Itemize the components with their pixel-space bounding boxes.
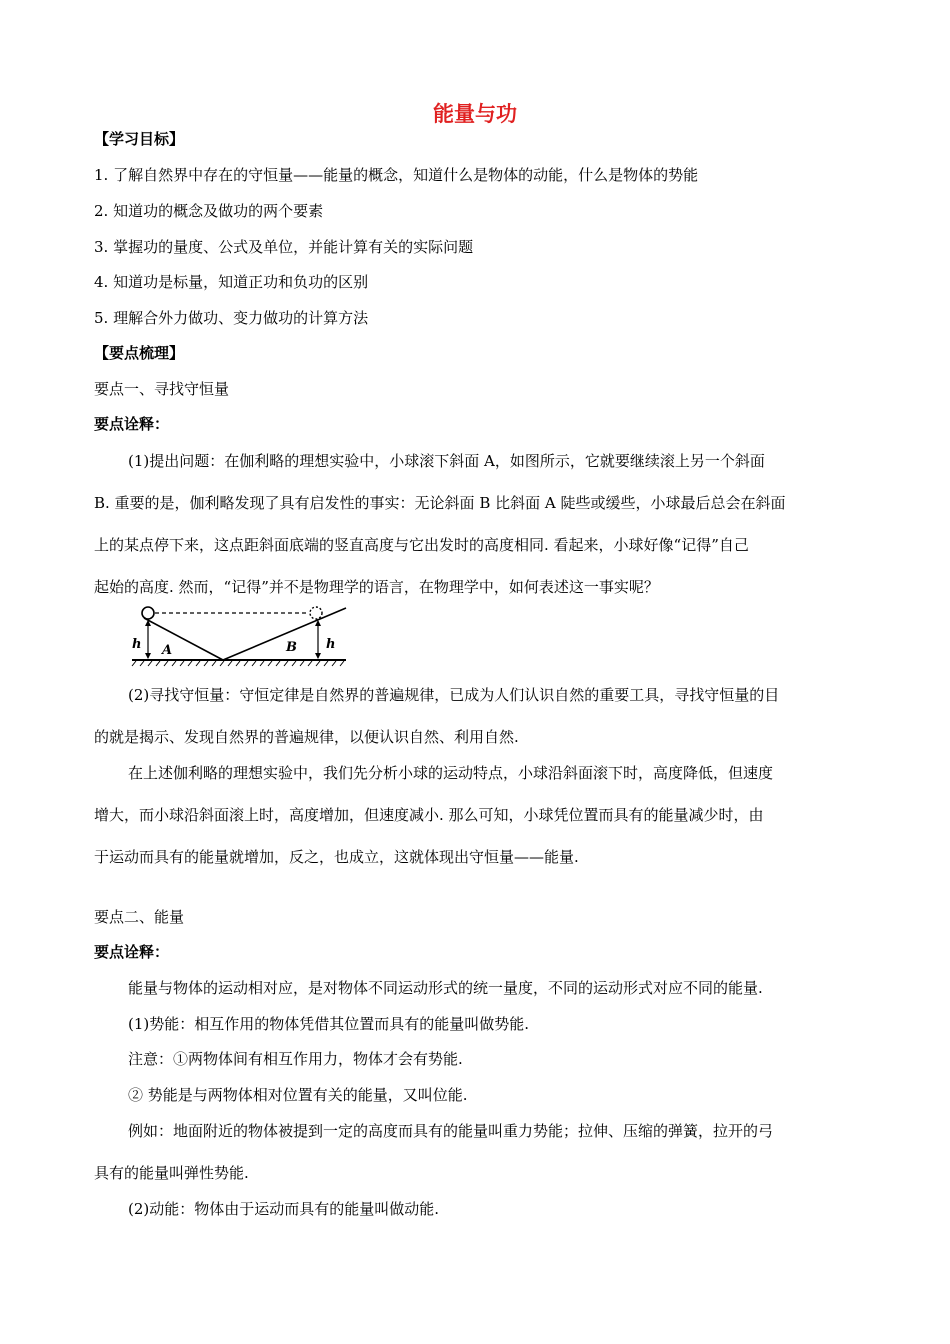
label-incline-a: A [162, 643, 173, 658]
goal-item-5: 5. 理解合外力做功、变力做功的计算方法 [94, 309, 369, 327]
goal-item-3: 3. 掌握功的量度、公式及单位，并能计算有关的实际问题 [94, 238, 474, 256]
paragraph-line: (2)动能：物体由于运动而具有的能量叫做动能. [128, 1200, 440, 1218]
paragraph-line: 例如：地面附近的物体被提到一定的高度而具有的能量叫重力势能；拉伸、压缩的弹簧，拉开的弓 [128, 1122, 774, 1140]
ball-start [142, 607, 154, 619]
goal-item-4: 4. 知道功是标量，知道正功和负功的区别 [94, 273, 369, 291]
paragraph-line: 能量与物体的运动相对应，是对物体不同运动形式的统一量度，不同的运动形式对应不同的能量. [128, 979, 763, 997]
paragraph-line: B. 重要的是，伽利略发现了具有启发性的事实：无论斜面 B 比斜面 A 陡些或缓些，小球最后总会在斜面 [94, 494, 786, 512]
paragraph-line: 具有的能量叫弹性势能. [94, 1164, 249, 1182]
goal-item-1: 1. 了解自然界中存在的守恒量——能量的概念，知道什么是物体的动能，什么是物体的势能 [94, 166, 699, 184]
paragraph-line: ② 势能是与两物体相对位置有关的能量，又叫位能. [128, 1086, 468, 1104]
paragraph-line: 于运动而具有的能量就增加，反之，也成立，这就体现出守恒量——能量. [94, 848, 579, 866]
point1-title: 要点一、寻找守恒量 [94, 380, 230, 398]
paragraph-line: 起始的高度. 然而，“记得”并不是物理学的语言，在物理学中，如何表述这一事实呢？ [94, 578, 659, 596]
ball-end [310, 607, 322, 619]
paragraph-line: 在上述伽利略的理想实验中，我们先分析小球的运动特点，小球沿斜面滚下时，高度降低，但速度 [128, 764, 774, 782]
label-incline-b: B [286, 640, 297, 655]
label-h-right: h [326, 637, 336, 652]
key-points-heading: 【要点梳理】 [94, 344, 185, 362]
paragraph-line: 的就是揭示、发现自然界的普遍规律，以便认识自然、利用自然. [94, 728, 519, 746]
paragraph-line: (2)寻找守恒量：守恒定律是自然界的普遍规律，已成为人们认识自然的重要工具，寻找守恒量的目 [128, 686, 780, 704]
paragraph-line: (1)势能：相互作用的物体凭借其位置而具有的能量叫做势能. [128, 1015, 530, 1033]
point2-title: 要点二、能量 [94, 908, 185, 926]
label-h-left: h [132, 637, 142, 652]
paragraph-line: 注意：①两物体间有相互作用力，物体才会有势能. [128, 1050, 463, 1068]
goal-item-2: 2. 知道功的概念及做功的两个要素 [94, 202, 324, 220]
learning-goals-heading: 【学习目标】 [94, 130, 185, 148]
document-title: 能量与功 [433, 102, 517, 126]
paragraph-line: 增大，而小球沿斜面滚上时，高度增加，但速度减小. 那么可知，小球凭位置而具有的能量减少时，由 [94, 806, 764, 824]
point2-label: 要点诠释： [94, 943, 170, 961]
galileo-incline-diagram [128, 604, 350, 668]
paragraph-line: 上的某点停下来，这点距斜面底端的竖直高度与它出发时的高度相同. 看起来，小球好像“记得”自己 [94, 536, 749, 554]
paragraph-line: (1)提出问题：在伽利略的理想实验中，小球滚下斜面 A，如图所示，它就要继续滚上另一个斜面 [128, 452, 765, 470]
point1-label: 要点诠释： [94, 415, 170, 433]
